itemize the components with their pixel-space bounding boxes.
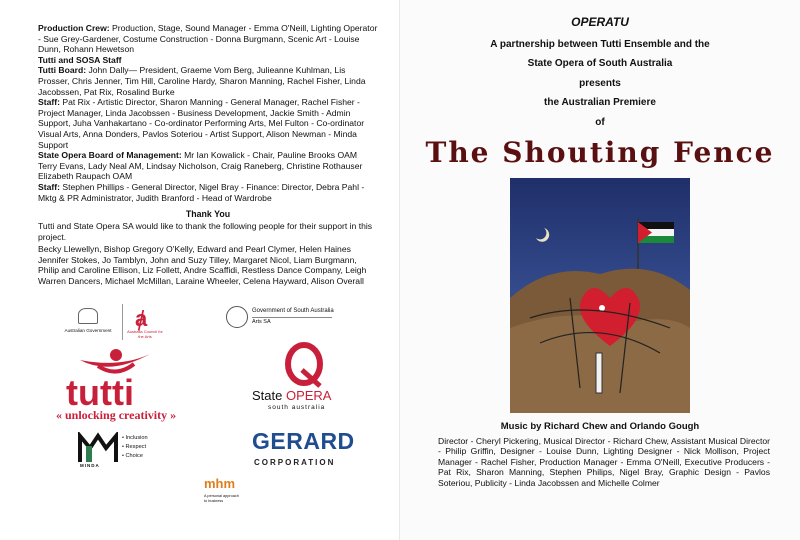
- mhm-wordmark: mhm: [204, 476, 236, 491]
- thank-you-intro: Tutti and State Opera SA would like to thank the following people for their support in this project.: [38, 221, 373, 242]
- tutti-tagline: « unlocking creativity »: [56, 408, 177, 422]
- mhm-logo: [204, 476, 244, 512]
- production-title: OPERATU: [571, 15, 629, 29]
- sa-government-logo: [226, 306, 336, 332]
- presents-line: presents: [579, 78, 621, 89]
- state-opera-q-icon: [274, 342, 334, 388]
- gerard-wordmark: GERARD: [252, 428, 355, 454]
- credit-opera-board: State Opera Board of Management: Mr Ian Kowalick - Chair, Pauline Brooks OAM Terry Evans, Lady Neal AM, Lindsay Nicholson, Craig Raneberg, Christine Rothauser Elizabeth Raupach OAM: [38, 150, 363, 182]
- credit-staff-heading: Tutti and SOSA Staff: [38, 54, 122, 65]
- partnership-line: A partnership between Tutti Ensemble and the: [490, 39, 710, 50]
- arts-sa-label: Arts SA: [252, 319, 271, 325]
- sa-seal-icon: [226, 306, 248, 328]
- australian-government-logo: [58, 306, 118, 338]
- tutti-wordmark: tutti: [66, 372, 134, 413]
- sa-government-label: Government of South Australia: [252, 308, 334, 314]
- fence-post: [596, 353, 602, 393]
- australian-government-label: Australian Government: [64, 328, 112, 333]
- heart-star-icon: [599, 305, 605, 311]
- show-title: The Shouting Fence: [425, 136, 775, 169]
- mhm-tagline: A personal approach to business: [204, 494, 239, 503]
- right-page: [400, 0, 800, 540]
- gerard-corporation-logo: [252, 428, 372, 472]
- minda-value-choice: • Choice: [122, 453, 143, 459]
- state-opera-wordmark: State OPERA: [252, 388, 332, 403]
- state-opera-subtitle: south australia: [268, 404, 326, 411]
- minda-m-icon: [78, 432, 118, 466]
- gerard-subtitle: CORPORATION: [254, 458, 336, 467]
- credit-production-crew: Production Crew: Production, Stage, Sound Manager - Emma O'Neill, Lighting Operator - Sue Grey-Gardener, Costume Construction - Donna Burgmann, Scenic Art - Louise Dunn, Rohann Hewetson: [38, 23, 378, 55]
- credit-tutti-staff: Staff: Pat Rix - Artistic Director, Sharon Manning - General Manager, Rachel Fisher - Project Manager, Linda Jacobssen - Business Development, Jackie Smith - Admin Support, Juha Vanhakartano - Co-ordinator Performing Arts, Mel Fulton - Co-ordinator Visual Arts, Anna Donders, Pavlos Soteriou - Artist Support, Alison Newman - Minda Support: [38, 97, 365, 150]
- of-line: of: [595, 117, 605, 128]
- coat-of-arms-icon: [78, 308, 98, 324]
- credit-opera-staff: Staff: Stephen Phillips - General Director, Nigel Bray - Finance: Director, Debra Pahl - Mktg & PR Administrator, Judith Branford - Head of Wardrobe: [38, 181, 365, 203]
- thank-you-names: Becky Llewellyn, Bishop Gregory O'Kelly, Edward and Pearl Clymer, Helen Haines Jennifer Stokes, Jo Tamblyn, John and Suzy Tilley, Margaret Nicol, Liam Burgmann, Philip and Caroline Ellison, Liz Follett, Andre Scaffidi, Restless Dance Company, Leigh Warren Dancers, Michael McMillan, Laraine Wheeler, Celena Hayward, Alison Overall: [38, 244, 367, 286]
- premiere-line: the Australian Premiere: [544, 97, 656, 108]
- minda-values: [122, 434, 148, 461]
- credits-block: [38, 23, 378, 203]
- cover-artwork: [510, 178, 690, 413]
- state-opera-line: State Opera of South Australia: [527, 58, 673, 69]
- australia-council-label: Australia Council for the Arts: [127, 329, 163, 339]
- credit-tutti-board: Tutti Board: John Dally— President, Graeme Vom Berg, Julieanne Kuhlman, Lis Prosser, Chris Jenner, Tim Hill, Caroline Hardy, Sharon Manning, Rachel Fisher, Linda Jacobssen, Pat Rix, Rosalind Burke: [38, 65, 366, 97]
- state-opera-logo: [246, 342, 366, 418]
- thank-you-heading: Thank You: [185, 209, 231, 219]
- minda-value-inclusion: • Inclusion: [122, 435, 148, 441]
- minda-wordmark: MINDA: [80, 463, 100, 468]
- tutti-logo: [50, 346, 220, 426]
- dancing-figure-icon: ⱥ: [135, 306, 148, 331]
- australia-council-logo: [122, 304, 163, 340]
- minda-logo: [78, 432, 168, 470]
- minda-value-respect: • Respect: [122, 444, 147, 450]
- creative-team: Director - Cheryl Pickering, Musical Director - Richard Chew, Assistant Musical Director - Philip Griffin, Designer - Louise Dunn, Lighting Designer - Nick Mollison, Project Manager - Rachel Fisher, Production Manager - Emma O'Neill, Executive Producers - Pat Rix, Sharon Manning, Stephen Philips, Nigel Bray, Graphic Design - Pavlos Soteriou, Publicity - Linda Jacobssen and Michelle Colmer: [438, 436, 770, 488]
- music-credit: Music by Richard Chew and Orlando Gough: [500, 421, 700, 432]
- sa-divider: [252, 317, 332, 318]
